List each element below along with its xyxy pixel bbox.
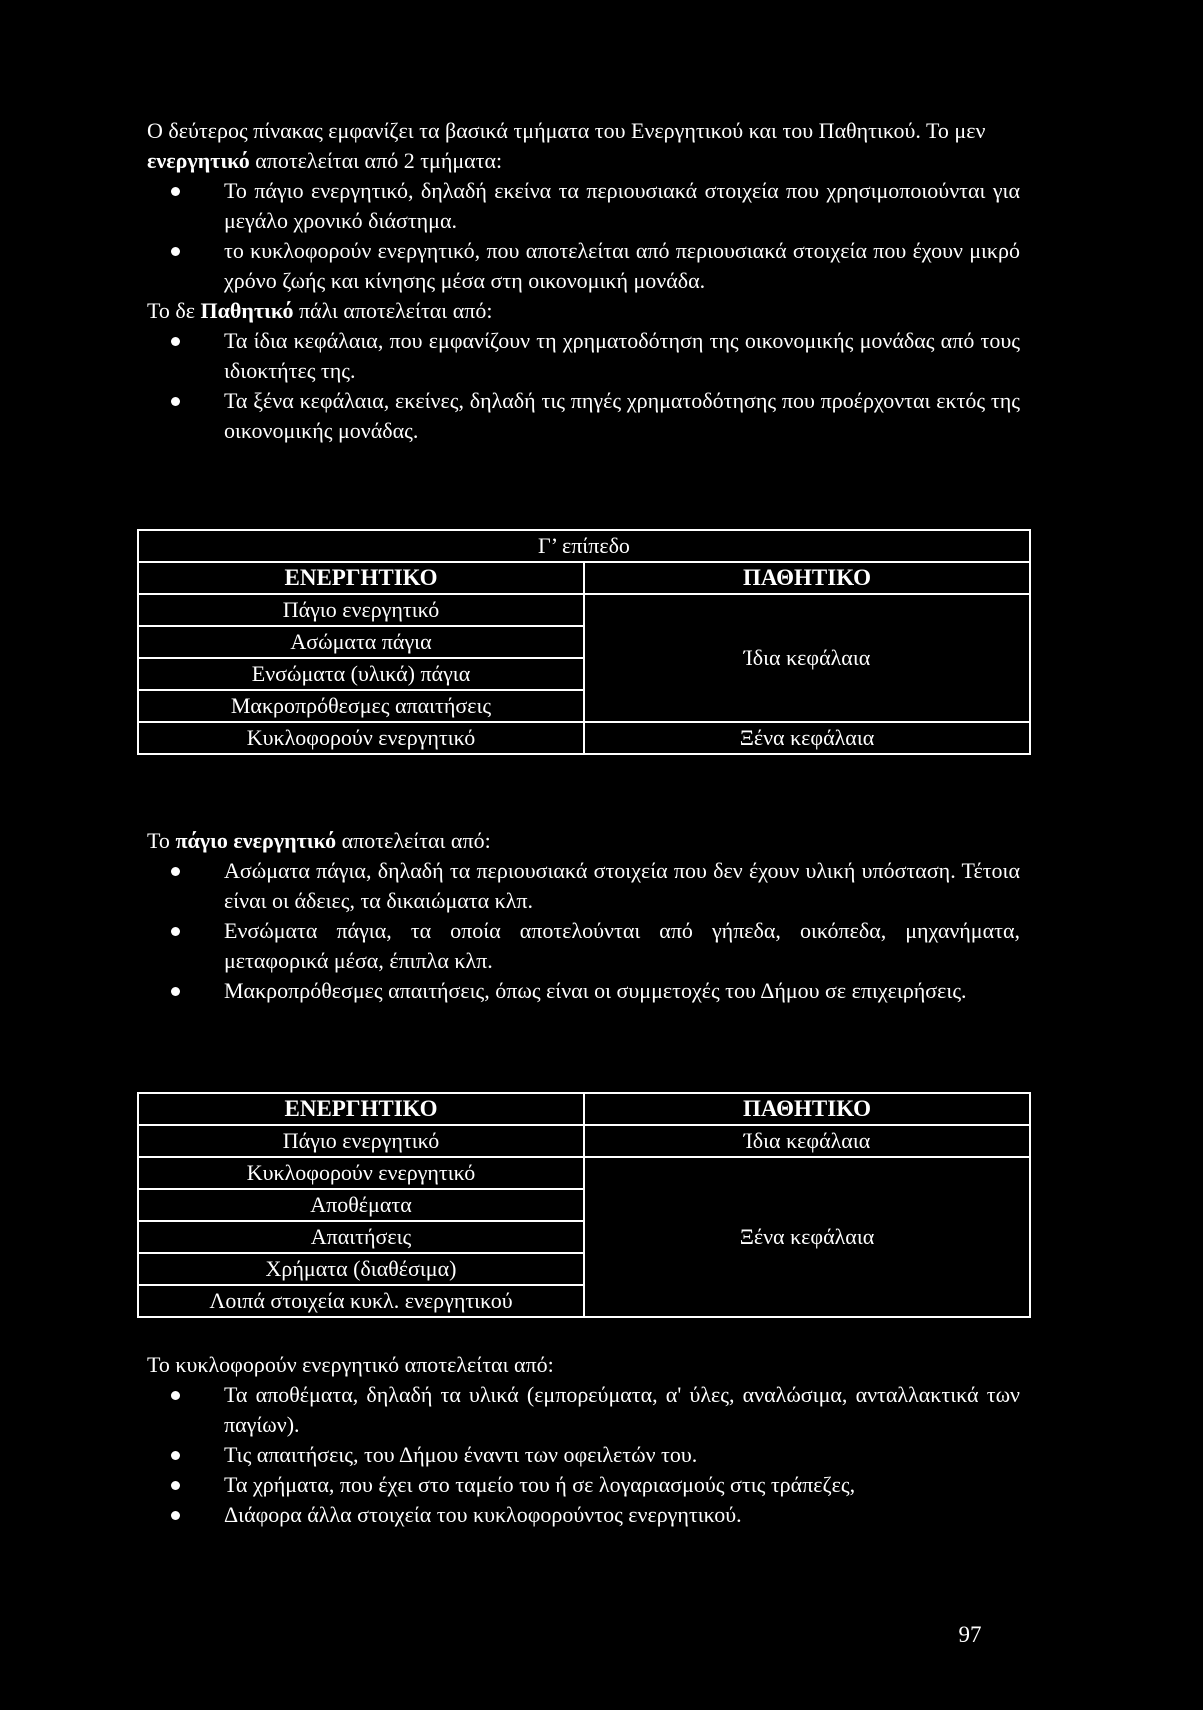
list-item: Τα ξένα κεφάλαια, εκείνες, δηλαδή τις πηγές χρηματοδότησης που προέρχονται εκτός της οικονομικής μονάδας. <box>147 386 1020 446</box>
list-item: το κυκλοφορούν ενεργητικό, που αποτελείται από περιουσιακά στοιχεία που έχουν μικρό χρόνο ζωής και κίνησης μέσα στη οικονομική μονάδα. <box>147 236 1020 296</box>
intro-tail: αποτελείται από 2 τμήματα: <box>249 148 503 173</box>
list-item: Διάφορα άλλα στοιχεία του κυκλοφορούντος ενεργητικού. <box>147 1500 1020 1530</box>
list-item: Τις απαιτήσεις, του Δήμου έναντι των οφειλετών του. <box>147 1440 1020 1470</box>
intro-paragraph <box>147 116 1020 176</box>
table-cell: Μακροπρόθεσμες απαιτήσεις <box>138 690 584 722</box>
table-cell-merged: Ίδια κεφάλαια <box>584 594 1030 722</box>
list-item: Τα χρήματα, που έχει στο ταμείο του ή σε λογαριασμούς στις τράπεζες, <box>147 1470 1020 1500</box>
table-cell: Ξένα κεφάλαια <box>584 722 1030 754</box>
fixed-lead-bold: πάγιο ενεργητικό <box>175 828 337 853</box>
fixed-assets-bullets <box>147 856 1020 1006</box>
table-cell: Ίδια κεφάλαια <box>584 1125 1030 1157</box>
current-assets-section <box>147 1350 1020 1530</box>
passive-bullets <box>147 326 1020 446</box>
passive-lead-bold: Παθητικό <box>200 298 294 323</box>
list-item: Τα ίδια κεφάλαια, που εμφανίζουν τη χρηματοδότηση της οικονομικής μονάδας από τους ιδιοκτήτες της. <box>147 326 1020 386</box>
balance-table-level3 <box>137 529 1031 755</box>
intro-text: Ο δεύτερος πίνακας εμφανίζει τα βασικά τμήματα του Ενεργητικού και του Παθητικού. Το μεν <box>147 118 986 143</box>
intro-bold: ενεργητικό <box>147 148 250 173</box>
table-cell: Κυκλοφορούν ενεργητικό <box>138 1157 584 1189</box>
table-cell: Πάγιο ενεργητικό <box>138 594 584 626</box>
passive-lead <box>147 296 1020 326</box>
table-caption: Γ’ επίπεδο <box>138 530 1030 562</box>
table-cell: Χρήματα (διαθέσιμα) <box>138 1253 584 1285</box>
fixed-assets-section <box>147 826 1020 1006</box>
list-item: Το πάγιο ενεργητικό, δηλαδή εκείνα τα περιουσιακά στοιχεία που χρησιμοποιούνται για μεγάλο χρονικό διάστημα. <box>147 176 1020 236</box>
table-cell: Ασώματα πάγια <box>138 626 584 658</box>
table-cell: Απαιτήσεις <box>138 1221 584 1253</box>
balance-table-current <box>137 1092 1031 1318</box>
current-assets-bullets <box>147 1380 1020 1530</box>
page-number: 97 <box>958 1622 982 1647</box>
table-cell: Κυκλοφορούν ενεργητικό <box>138 722 584 754</box>
assets-header: ΕΝΕΡΓΗΤΙΚΟ <box>138 562 584 594</box>
list-item: Ασώματα πάγια, δηλαδή τα περιουσιακά στοιχεία που δεν έχουν υλική υπόσταση. Τέτοια είναι οι άδειες, τα δικαιώματα κλπ. <box>147 856 1020 916</box>
table-cell: Αποθέματα <box>138 1189 584 1221</box>
liabilities-header: ΠΑΘΗΤΙΚΟ <box>584 562 1030 594</box>
fixed-assets-lead <box>147 826 1020 856</box>
list-item: Ενσώματα πάγια, τα οποία αποτελούνται από γήπεδα, οικόπεδα, μηχανήματα, μεταφορικά μέσα, έπιπλα κλπ. <box>147 916 1020 976</box>
list-item: Τα αποθέματα, δηλαδή τα υλικά (εμπορεύματα, α' ύλες, αναλώσιμα, ανταλλακτικά των παγίων). <box>147 1380 1020 1440</box>
table-cell: Πάγιο ενεργητικό <box>138 1125 584 1157</box>
list-item: Μακροπρόθεσμες απαιτήσεις, όπως είναι οι συμμετοχές του Δήμου σε επιχειρήσεις. <box>147 976 1020 1006</box>
table-cell: Ενσώματα (υλικά) πάγια <box>138 658 584 690</box>
fixed-lead-tail: αποτελείται από: <box>336 828 491 853</box>
table-cell: Λοιπά στοιχεία κυκλ. ενεργητικού <box>138 1285 584 1317</box>
intro-bullets <box>147 176 1020 296</box>
intro-section <box>147 116 1020 296</box>
fixed-lead-text: Το <box>147 828 176 853</box>
passive-section <box>147 296 1020 446</box>
current-assets-lead: Το κυκλοφορούν ενεργητικό αποτελείται από: <box>147 1352 554 1377</box>
liabilities-header: ΠΑΘΗΤΙΚΟ <box>584 1093 1030 1125</box>
table-cell-merged: Ξένα κεφάλαια <box>584 1157 1030 1317</box>
passive-lead-tail: πάλι αποτελείται από: <box>293 298 493 323</box>
assets-header: ΕΝΕΡΓΗΤΙΚΟ <box>138 1093 584 1125</box>
passive-lead-text: Το δε <box>147 298 201 323</box>
